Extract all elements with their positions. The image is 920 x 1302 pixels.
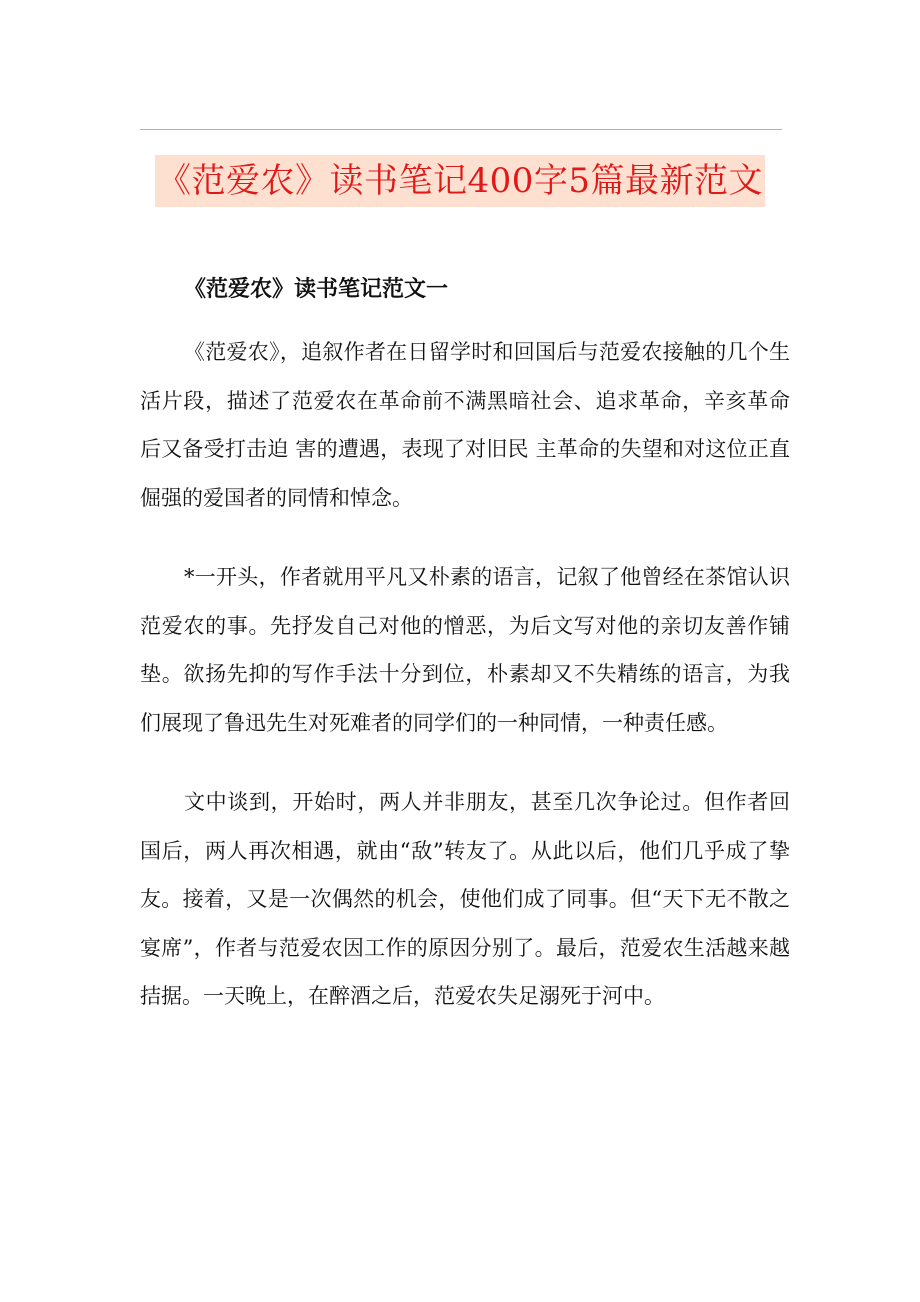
document-body — [140, 265, 790, 1052]
paragraph-3: 文中谈到，开始时，两人并非朋友，甚至几次争论过。但作者回国后，两人再次相遇，就由“敌”转友了。从此以后，他们几乎成了挚友。接着，又是一次偶然的机会，使他们成了同事。但“天下无不散之宴席”，作者与范爱农因工作的原因分别了。最后，范爱农生活越来越拮据。一天晚上，在醉酒之后，范爱农失足溺死于河中。 — [140, 790, 790, 1008]
document-title: 《范爱农》读书笔记400字5篇最新范文 — [155, 155, 765, 207]
title-container — [0, 155, 920, 207]
header-divider — [140, 129, 782, 130]
section-heading: 《范爱农》读书笔记范文一 — [184, 276, 449, 302]
paragraph-1: 《范爱农》，追叙作者在日留学时和回国后与范爱农接触的几个生活片段，描述了范爱农在革命前不满黑暗社会、追求革命，辛亥革命后又备受打击迫 害的遭遇，表现了对旧民 主革命的失望和对这位正直倔强的爱国者的同情和悼念。 — [140, 340, 790, 510]
paragraph-2: *一开头，作者就用平凡又朴素的语言，记叙了他曾经在茶馆认识范爱农的事。先抒发自己对他的憎恶，为后文写对他的亲切友善作铺垫。欲扬先抑的写作手法十分到位，朴素却又不失精练的语言，为我们展现了鲁迅先生对死难者的同学们的一种同情，一种责任感。 — [140, 565, 790, 735]
